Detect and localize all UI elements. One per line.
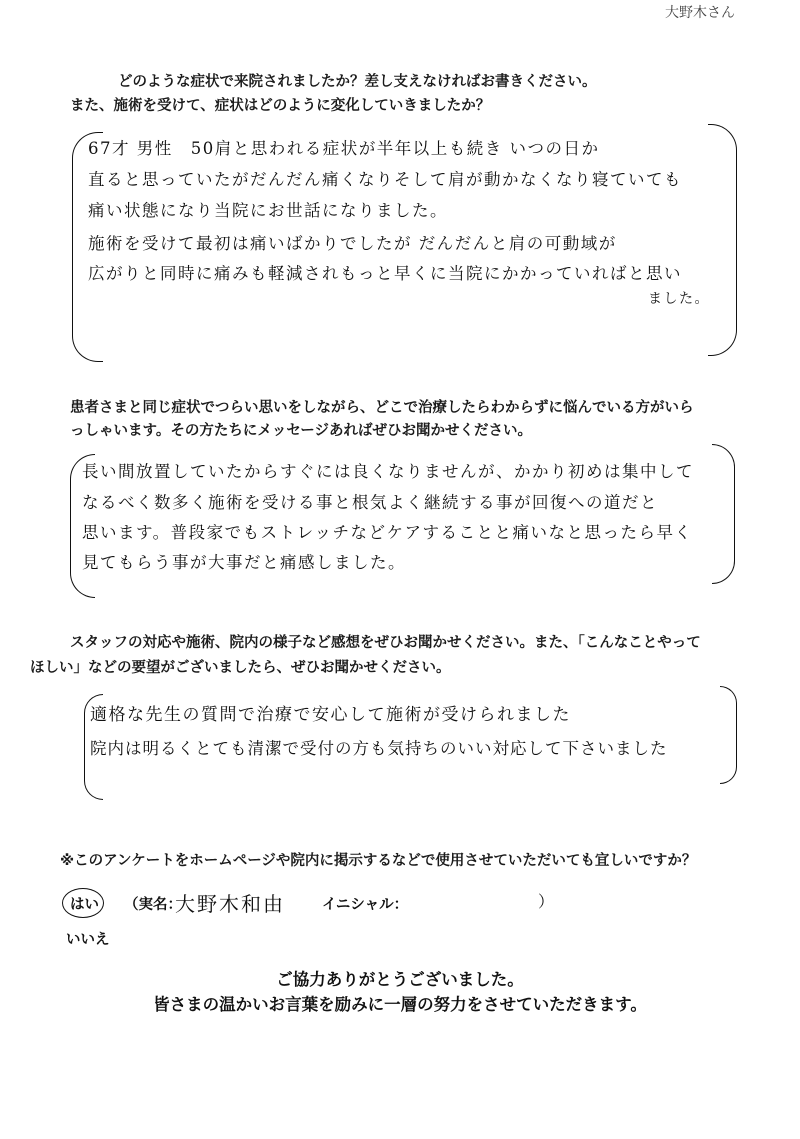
question-2-line-1: 患者さまと同じ症状でつらい思いをしながら、どこで治療したらわからずに悩んでいる方がいら	[70, 400, 694, 416]
thanks-line-1: ご協力ありがとうございました。	[276, 970, 524, 989]
answer-1-line-2: 直ると思っていたがだんだん痛くなりそして肩が動かなくなり寝ていても	[88, 170, 682, 189]
question-1-line-2: また、施術を受けて、症状はどのように変化していきましたか？	[70, 98, 491, 114]
answer-2-line-1: 長い間放置していたからすぐには良くなりませんが、かかり初めは集中して	[82, 462, 694, 481]
answer-2-line-4: 見てもらう事が大事だと痛感しました。	[82, 553, 406, 572]
initial-label: イニシャル：	[322, 897, 409, 913]
answer-1-line-1: 67才 男性 50肩と思われる症状が半年以上も続き いつの日か	[88, 139, 600, 158]
answer-1-line-5: 広がりと同時に痛みも軽減されもっと早くに当院にかかっていればと思い	[88, 264, 682, 283]
handwritten-corner-note: 大野木さん	[665, 5, 735, 21]
answer-1-line-4: 施術を受けて最初は痛いばかりでしたが だんだんと肩の可動域が	[88, 234, 617, 253]
consent-yes-option: はい	[70, 897, 99, 913]
real-name-value: 大野木和由	[175, 892, 285, 916]
answer-1-line-6: ました。	[648, 291, 710, 307]
answer-1-line-3: 痛い状態になり当院にお世話になりました。	[88, 201, 448, 220]
question-1-line-1: どのような症状で来院されましたか？差し支えなければお書きください。	[118, 74, 597, 90]
real-name-label: （実名：	[124, 897, 182, 913]
answer-2-right-bracket	[712, 444, 735, 584]
answer-3-line-2: 院内は明るくとても清潔で受付の方も気持ちのいい対応して下さいました	[90, 739, 668, 758]
answer-3-line-1: 適格な先生の質問で治療で安心して施術が受けられました	[90, 705, 571, 725]
question-3-line-1: スタッフの対応や施術、院内の様子など感想をぜひお聞かせください。また、「こんなことやって	[70, 635, 701, 651]
question-3-line-2: ほしい」などの要望がございましたら、ぜひお聞かせください。	[30, 660, 451, 676]
answer-1-right-bracket	[708, 124, 737, 356]
close-paren: ）	[538, 892, 555, 911]
thanks-line-2: 皆さまの温かいお言葉を励みに一層の努力をさせていただきます。	[153, 995, 647, 1014]
consent-question: ※このアンケートをホームページや院内に掲示するなどで使用させていただいても宜しいですか？	[60, 853, 697, 869]
answer-2-line-3: 思います。普段家でもストレッチなどケアすることと痛いなと思ったら早く	[82, 523, 693, 542]
question-2-line-2: っしゃいます。その方たちにメッセージあればぜひお聞かせください。	[70, 423, 532, 439]
consent-no-option: いいえ	[66, 932, 110, 948]
answer-2-line-2: なるべく数多く施術を受ける事と根気よく継続する事が回復への道だと	[82, 493, 658, 512]
answer-3-right-bracket	[720, 686, 737, 784]
